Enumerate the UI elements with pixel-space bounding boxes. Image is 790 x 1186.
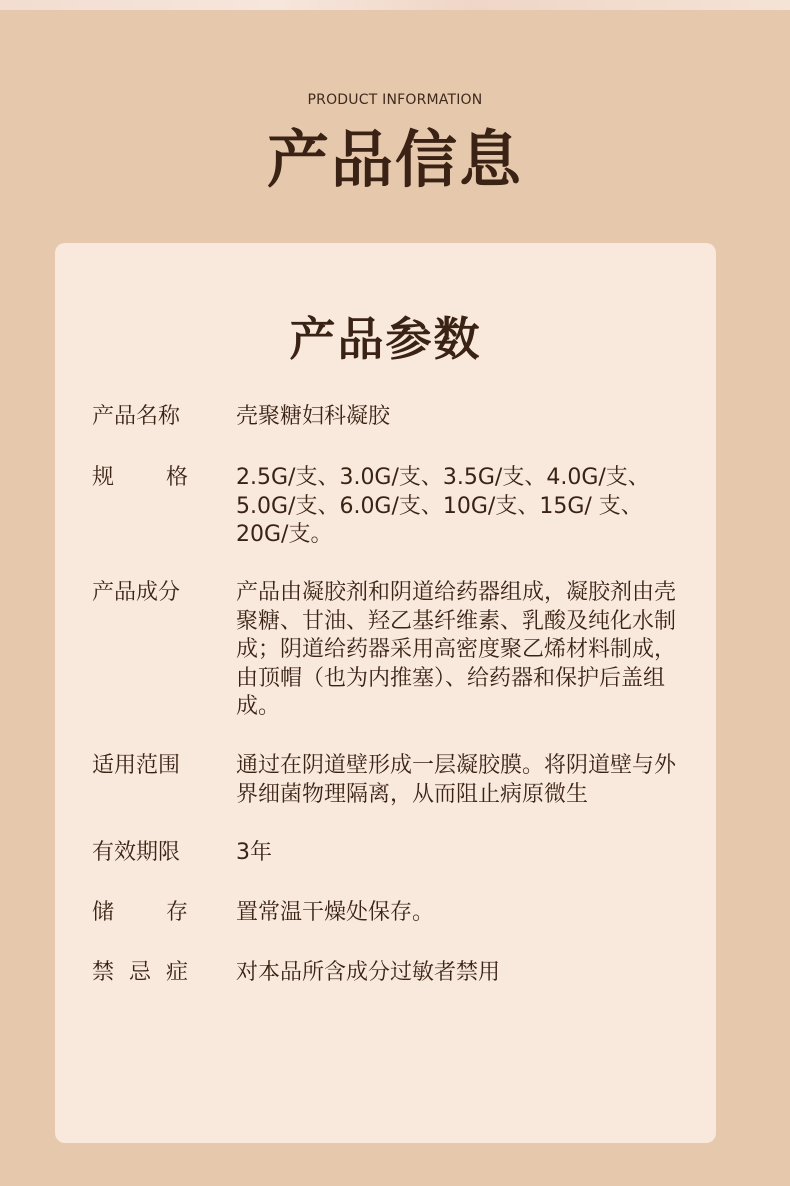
param-label: 有效期限 <box>92 840 181 865</box>
param-value: 置常温干燥处保存。 <box>236 900 435 925</box>
param-label-char: 格 <box>165 465 188 490</box>
param-value: 3年 <box>236 840 272 865</box>
param-label <box>92 899 188 927</box>
product-parameters-card <box>55 243 716 1143</box>
param-value: 壳聚糖妇科凝胶 <box>236 404 391 429</box>
param-value: 2.5G/支、3.0G/支、3.5G/支、4.0G/支、5.0G/支、6.0G/支、10G/支、15G/ 支、20G/支。 <box>236 465 650 547</box>
param-label-char: 忌 <box>128 960 151 985</box>
param-value: 产品由凝胶剂和阴道给药器组成，凝胶剂由壳聚糖、甘油、羟乙基纤维素、乳酸及纯化水制成；阴道给药器采用高密度聚乙烯材料制成，由顶帽（也为内推塞）、给药器和保护后盖组成。 <box>236 580 677 719</box>
param-value: 对本品所含成分过敏者禁用 <box>236 960 501 985</box>
param-label-char: 禁 <box>92 960 115 985</box>
param-value: 通过在阴道壁形成一层凝胶膜。将阴道壁与外界细菌物理隔离，从而阻止病原微生 <box>236 753 677 807</box>
page-title: 产品信息 <box>266 123 523 196</box>
param-label <box>92 464 188 492</box>
param-label-char: 规 <box>92 465 115 490</box>
param-label: 产品名称 <box>92 404 181 429</box>
param-label: 产品成分 <box>92 580 181 605</box>
param-label: 适用范围 <box>92 753 181 778</box>
top-decorative-strip <box>0 0 790 10</box>
param-label-char: 存 <box>165 900 188 925</box>
param-label-char: 症 <box>165 960 188 985</box>
param-label <box>92 959 188 987</box>
param-label-char: 储 <box>92 900 115 925</box>
card-title: 产品参数 <box>289 312 482 366</box>
section-eyebrow: PRODUCT INFORMATION <box>307 92 483 108</box>
